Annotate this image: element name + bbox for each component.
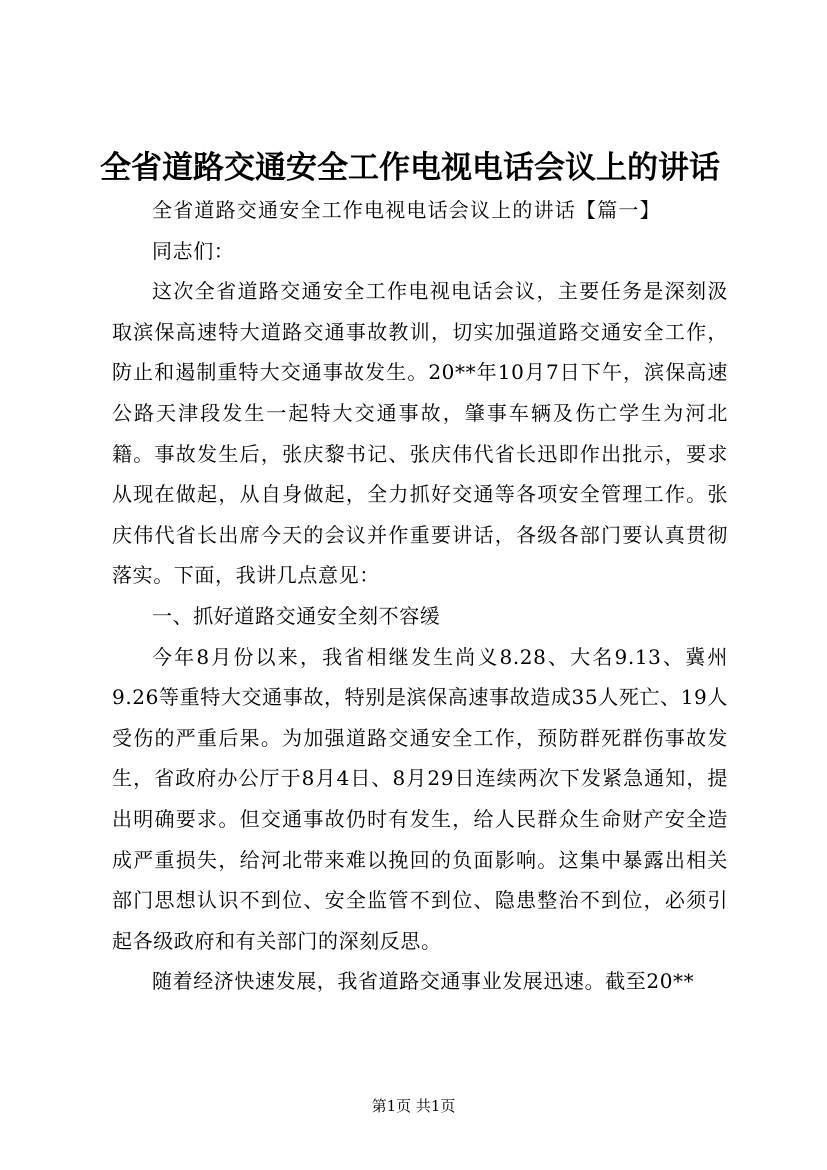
document-title: 全省道路交通安全工作电视电话会议上的讲话 <box>100 150 720 186</box>
paragraph: 这次全省道路交通安全工作电视电话会议，主要任务是深刻汲取滨保高速特大道路交通事故教训，切实加强道路交通安全工作，防止和遏制重特大交通事故发生。20**年10月7日下午，滨保高速公路天津段发生一起特大交通事故，肇事车辆及伤亡学生为河北籍。事故发生后，张庆黎书记、张庆伟代省长迅即作出批示，要求从现在做起，从自身做起，全力抓好交通等各项安全管理工作。张庆伟代省长出席今天的会议并作重要讲话，各级各部门要认真贯彻落实。下面，我讲几点意见： <box>112 279 728 588</box>
section-heading: 一、抓好道路交通安全刻不容缓 <box>152 603 441 628</box>
document-body <box>112 190 728 1002</box>
paragraph: 今年8月份以来，我省相继发生尚义8.28、大名9.13、冀州9.26等重特大交通事故，特别是滨保高速事故造成35人死亡、19人受伤的严重后果。为加强道路交通安全工作，预防群死群伤事故发生，省政府办公厅于8月4日、8月29日连续两次下发紧急通知，提出明确要求。但交通事故仍时有发生，给人民群众生命财产安全造成严重损失，给河北带来难以挽回的负面影响。这集中暴露出相关部门思想认识不到位、安全监管不到位、隐患整治不到位，必须引起各级政府和有关部门的深刻反思。 <box>112 644 728 953</box>
paragraph: 随着经济快速发展，我省道路交通事业发展迅速。截至20** <box>152 969 695 994</box>
salutation: 同志们： <box>152 238 235 263</box>
page-footer: 第1页 共1页 <box>371 1097 456 1115</box>
section-heading: 全省道路交通安全工作电视电话会议上的讲话【篇一】 <box>152 198 661 222</box>
